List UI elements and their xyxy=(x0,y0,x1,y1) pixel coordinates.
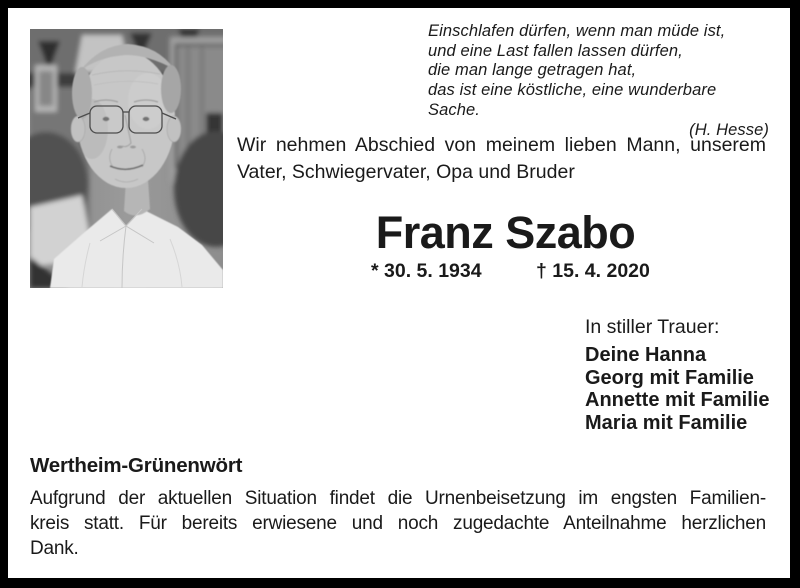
mourner-name: Deine Hanna xyxy=(585,344,707,366)
mourning-label: In stiller Trauer: xyxy=(585,316,720,338)
birth-date: * 30. 5. 1934 xyxy=(371,260,482,282)
closing-paragraph xyxy=(30,486,766,561)
mourner-name: Maria mit Familie xyxy=(585,411,748,434)
poem-quote xyxy=(428,22,769,140)
mourner-name: Annette mit Familie xyxy=(585,389,770,411)
closing-line: Aufgrund der aktuellen Situation findet die Urnenbeisetzung im engsten Familien- xyxy=(30,488,766,509)
mourning-block xyxy=(585,315,785,434)
farewell-intro xyxy=(237,132,766,185)
poem-attribution: (H. Hesse) xyxy=(689,120,769,139)
deceased-name: Franz Szabo xyxy=(375,207,636,258)
death-date: † 15. 4. 2020 xyxy=(536,260,650,282)
closing-line: kreis statt. Für bereits erwiesene und noch zugedachte Anteilnahme herzlichen xyxy=(30,513,766,534)
mourner-name: Georg mit Familie xyxy=(585,366,754,389)
farewell-intro-line: Wir nehmen Abschied von meinem lieben Mann, unserem xyxy=(237,134,766,156)
poem-line: die man lange getragen hat, xyxy=(428,61,637,80)
poem-line: das ist eine köstliche, eine wunderbare Sache. xyxy=(428,81,717,119)
closing-line: Dank. xyxy=(30,538,79,559)
mourner-names xyxy=(585,344,785,434)
poem-line: und eine Last fallen lassen dürfen, xyxy=(428,41,683,60)
poem-line: Einschlafen dürfen, wenn man müde ist, xyxy=(428,22,726,40)
portrait-photo xyxy=(30,29,223,288)
location-line: Wertheim-Grünenwört xyxy=(30,454,243,477)
farewell-intro-line: Vater, Schwiegervater, Opa und Bruder xyxy=(237,160,575,183)
portrait-photo-image xyxy=(30,29,223,288)
